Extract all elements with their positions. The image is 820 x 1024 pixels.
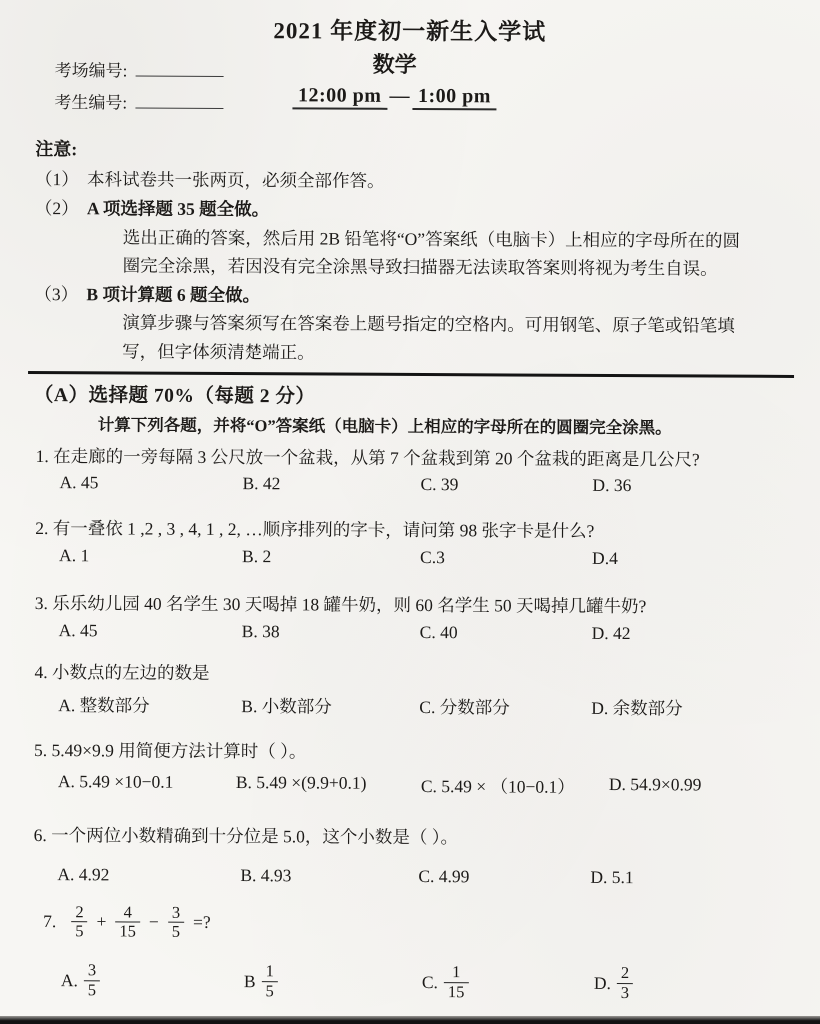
notice-item-3: [34, 281, 818, 311]
question-6: [0, 824, 816, 889]
notice-item-3-detail-2: 写，但字体须清楚端正。: [122, 340, 315, 362]
question-7-options: [61, 962, 815, 1005]
option-a: A. 4.92: [57, 863, 110, 884]
fraction-numerator: 3: [87, 960, 97, 980]
question-2-options: [59, 545, 817, 570]
question-7-expression: [43, 903, 815, 946]
option-label: A.: [60, 970, 78, 991]
fraction: [84, 962, 100, 1001]
question-3: [0, 592, 817, 645]
fraction-numerator: 1: [452, 962, 461, 982]
fraction-denominator: 15: [115, 922, 140, 942]
notice-heading: 注意:: [35, 138, 78, 160]
section-divider: [28, 371, 794, 378]
question-6-text: 6. 一个两位小数精确到十分位是 5.0，这个小数是（ ）。: [33, 824, 459, 848]
exam-header: [0, 46, 820, 132]
fraction: [617, 964, 633, 1003]
notice-item-2: [35, 195, 819, 225]
question-7: [0, 902, 815, 1004]
exam-room-blank: [135, 62, 223, 77]
candidate-row: [54, 88, 223, 114]
notice-item-2-detail-2: 圈完全涂黑，若因没有完全涂黑导致扫描器无法读取答案则将视为考生自误。: [122, 255, 718, 279]
question-1-text: 1. 在走廊的一旁每隔 3 公尺放一个盆栽，从第 7 个盆栽到第 20 个盆栽的距离是几公尺?: [35, 445, 700, 470]
option-d: D. 5.1: [590, 866, 634, 887]
option-c: C. 39: [420, 474, 459, 495]
question-1: [0, 445, 818, 498]
notice-item-3-title: B 项计算题 6 题全做。: [86, 284, 261, 306]
question-6-options: [57, 864, 815, 889]
option-b: B. 38: [241, 620, 280, 641]
option-a: A. 5.49 ×10−0.1: [57, 770, 174, 792]
operator-plus: +: [96, 911, 107, 932]
scan-bottom-edge: [0, 1016, 820, 1024]
option-c: C. 40: [419, 621, 458, 642]
question-7-number: 7.: [43, 911, 57, 932]
fraction-numerator: 2: [75, 901, 84, 921]
option-label: B: [243, 971, 256, 992]
notice-item-2-title: A 项选择题 35 题全做。: [86, 198, 270, 220]
question-2: [0, 517, 817, 570]
notice-item-1: [35, 166, 819, 196]
option-c: C.3: [420, 546, 445, 568]
question-1-options: [59, 472, 817, 497]
question-5-text: 5. 5.49×9.9 用简便方法计算时（ ）。: [34, 740, 307, 762]
fraction: [71, 903, 87, 942]
fraction-denominator: 5: [261, 982, 277, 1002]
question-3-options: [59, 620, 817, 645]
question-4-text: 4. 小数点的左边的数是: [34, 661, 210, 683]
fraction-numerator: 1: [265, 961, 274, 981]
fraction-numerator: 2: [620, 963, 630, 983]
section-a-heading: （A）选择题 70%（每题 2 分）: [33, 384, 316, 408]
option-c: C. 4.99: [418, 865, 470, 886]
fraction-denominator: 5: [84, 981, 100, 1001]
question-5-options: [58, 771, 816, 800]
question-2-text: 2. 有一叠依 1 ,2 , 3 , 4, 1 , 2, …顺序排列的字卡，请问第 98 张字卡是什么?: [35, 518, 595, 542]
fraction-denominator: 5: [71, 922, 87, 942]
option-d: D. 54.9×0.99: [608, 773, 702, 795]
option-c: C. 分数部分: [419, 697, 510, 718]
exam-room-label: 考场编号:: [54, 61, 128, 81]
fraction-denominator: 3: [617, 983, 633, 1003]
exam-title: 2021 年度初一新生入学试: [273, 18, 547, 45]
option-label: D.: [593, 973, 611, 994]
fraction: [261, 963, 277, 1002]
option-a: A. 45: [58, 619, 98, 640]
option-d: D. 36: [592, 475, 632, 496]
fraction: [168, 903, 184, 942]
question-3-text: 3. 乐乐幼儿园 40 名学生 30 天喝掉 18 罐牛奶，则 60 名学生 50 天喝掉几罐牛奶?: [34, 592, 647, 617]
notice-item-1-number: （1）: [35, 168, 79, 190]
option-label: C.: [421, 972, 438, 993]
question-4: [0, 660, 817, 721]
option-b: [244, 963, 422, 1003]
question-4-options: [58, 692, 816, 721]
option-d: D.4: [592, 547, 618, 569]
fraction-denominator: 15: [444, 983, 469, 1003]
option-b: B. 2: [242, 546, 272, 567]
fraction-denominator: 5: [168, 922, 184, 942]
option-c: C. 5.49 × （10−0.1）: [420, 775, 575, 797]
operator-minus: −: [148, 912, 159, 933]
exam-room-row: [55, 56, 224, 82]
notice-item-2-number: （2）: [34, 198, 79, 219]
section-a-instruction: 计算下列各题，并将“O”答案纸（电脑卡）上相应的字母所在的圆圈完全涂黑。: [97, 415, 672, 438]
notice-item-3-number: （3）: [34, 283, 79, 305]
question-5: [0, 739, 816, 800]
option-a: A. 45: [59, 472, 99, 493]
candidate-blank: [135, 93, 223, 108]
subject-title: 数学: [372, 51, 417, 77]
option-d: D. 42: [591, 622, 631, 643]
notice-section: [0, 136, 819, 368]
option-b: B. 4.93: [240, 864, 292, 885]
option-d: [594, 964, 815, 1004]
equals-question: =?: [192, 912, 211, 933]
option-a: A. 1: [59, 545, 90, 566]
fraction: [444, 964, 469, 1003]
option-b: B. 小数部分: [241, 696, 332, 717]
time-end: 1:00 pm: [412, 85, 497, 110]
option-b: B. 5.49 ×(9.9+0.1): [235, 771, 367, 793]
candidate-label: 考生编号:: [54, 93, 128, 113]
fraction: [115, 903, 140, 942]
notice-item-3-detail-1: 演算步骤与答案须写在答案卷上题号指定的空格内。可用钢笔、原子笔或铅笔填: [122, 312, 735, 336]
option-c: [422, 963, 594, 1003]
time-start: 12:00 pm: [292, 84, 388, 109]
notice-item-2-detail-1: 选出正确的答案，然后用 2B 铅笔将“O”答案纸（电脑卡）上相应的字母所在的圆: [122, 226, 741, 251]
option-d: D. 余数部分: [591, 698, 683, 719]
time-dash: —: [389, 84, 411, 107]
notice-item-1-text: 本科试卷共一张两页，必须全部作答。: [87, 169, 385, 191]
fraction-numerator: 4: [123, 901, 132, 921]
option-b: B. 42: [242, 473, 281, 494]
fraction-numerator: 3: [171, 902, 181, 922]
option-a: [61, 962, 244, 1002]
option-a: A. 整数部分: [58, 695, 150, 716]
